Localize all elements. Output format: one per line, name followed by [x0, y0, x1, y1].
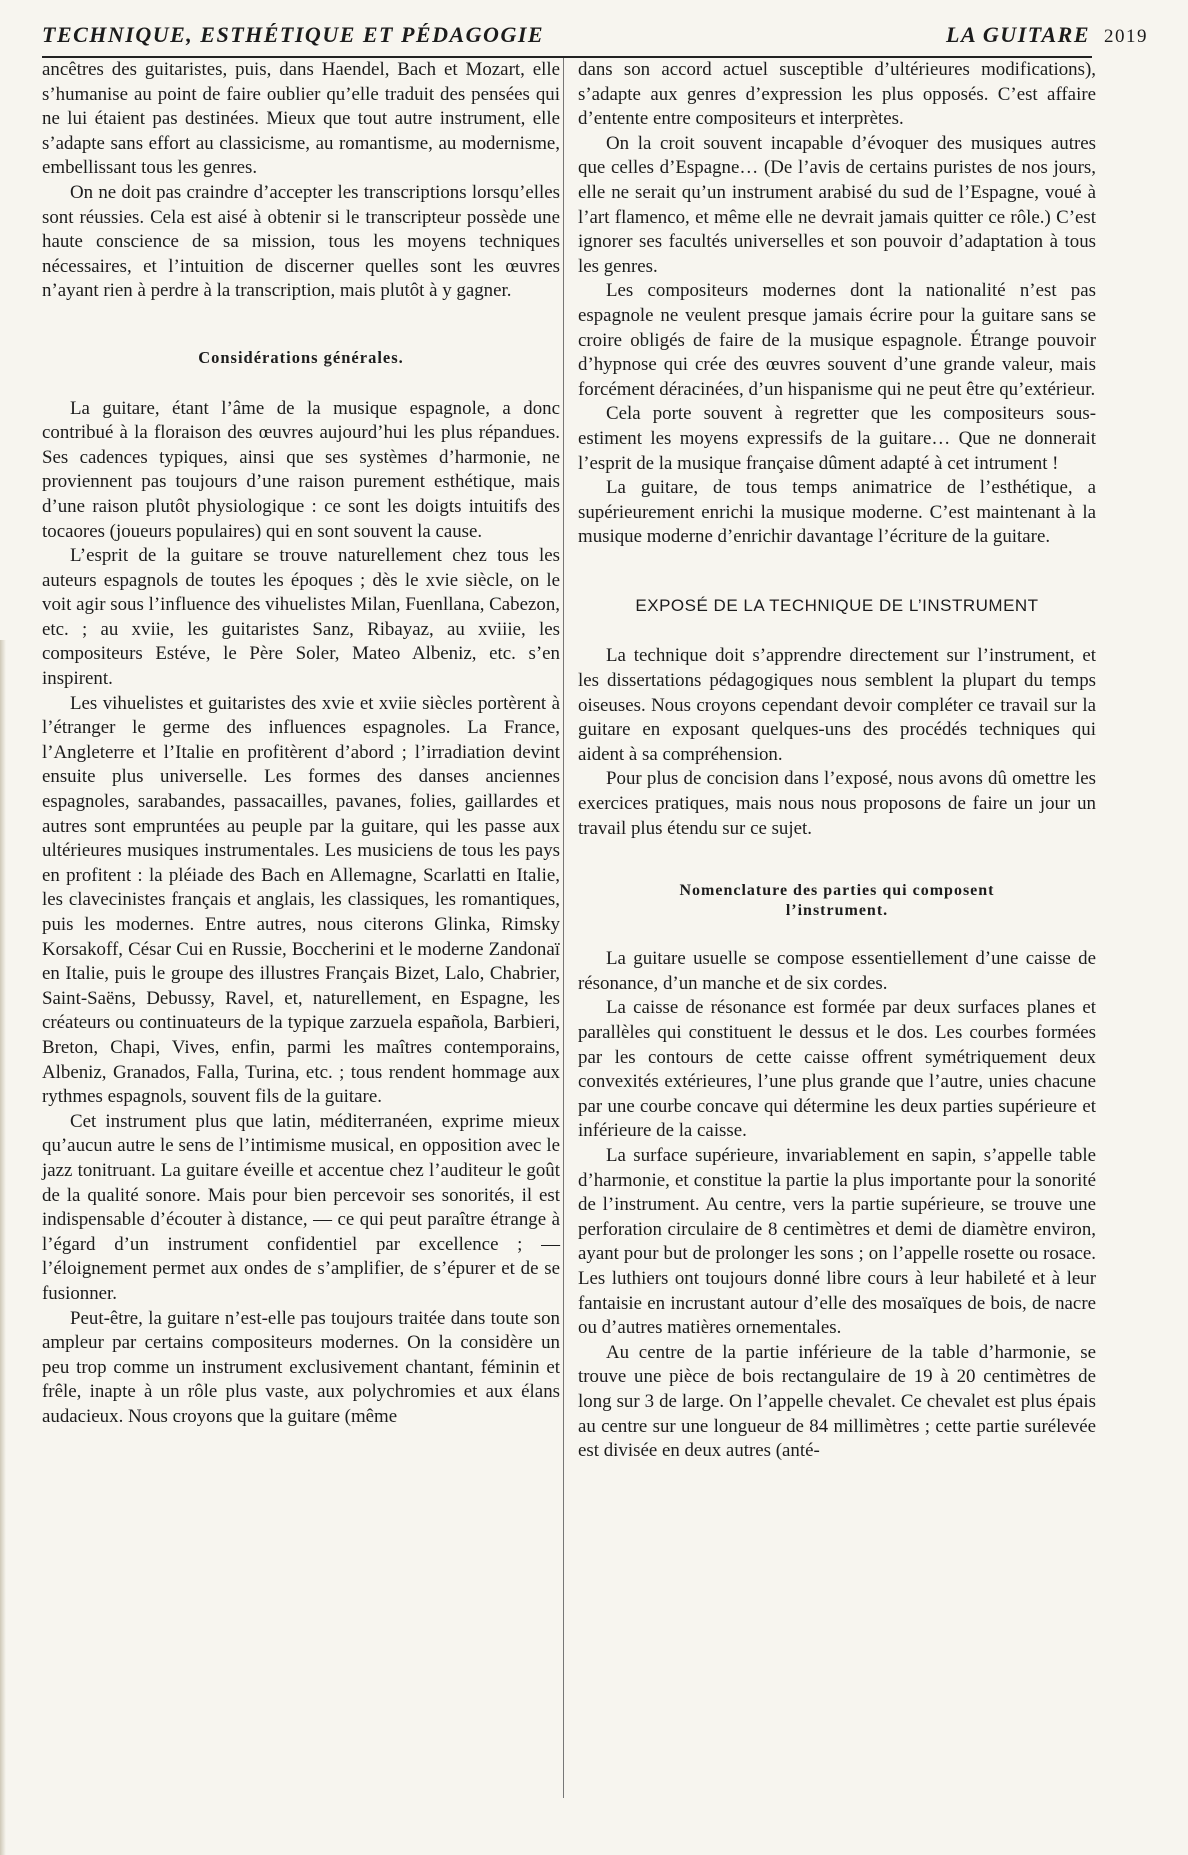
section-heading: Considérations générales.: [198, 347, 404, 367]
paragraph: ancêtres des guitaristes, puis, dans Haendel, Bach et Mozart, elle s’humanise au point de faire oublier qu’elle traduit des pensées qui ne lui étaient pas destinées. Mieux que tout autre instrument, elle s’adapte sans effort au classicisme, au romantisme, au modernisme, embellissant tous les genres.: [42, 59, 560, 179]
paragraph: L’esprit de la guitare se trouve naturellement chez tous les auteurs espagnols de toutes les époques ; dès le xvie siècle, on le voit agir sous l’influence des vihuelistes Milan, Fuenllana, Cabezon, etc. ; au xviie, les guitaristes Sanz, Ribayaz, au xviiie, les compositeurs Estéve, le Père Soler, Mateo Albeniz, etc. s’en inspirent.: [42, 545, 560, 690]
subsection-heading-line-2: l’instrument.: [785, 902, 889, 920]
right-column: [578, 58, 1096, 1464]
paragraph: La surface supérieure, invariablement en sapin, s’appelle table d’harmonie, et constitue la partie la plus importante pour la sonorité de l’instrument. Au centre, vers la partie supérieure, se trouve une perforation circulaire de 8 centimètres et demi de diamètre environ, ayant pour but de prolonger les sons ; on l’appelle rosette ou rosace. Les luthiers ont toujours donné libre cours à leur habileté et à leur fantaisie en incrustant autour d’elle des mosaïques de bois, de nacre ou d’autres matières ornementales.: [578, 1144, 1096, 1339]
paragraph: La technique doit s’apprendre directement sur l’instrument, et les dissertations pédagogiques nous semblent la plupart du temps oiseuses. Nous croyons cependant devoir compléter ce travail sur la guitare en exposant quelques-uns des procédés techniques qui aident à sa compréhension.: [578, 645, 1096, 765]
header-journal-name: LA GUITARE: [946, 22, 1090, 47]
chapter-heading: EXPOSÉ DE LA TECHNIQUE DE L’INSTRUMENT: [635, 595, 1039, 615]
paragraph: La guitare, de tous temps animatrice de l’esthétique, a supérieurement enrichi la musique moderne. C’est maintenant à la musique moderne d’enrichir davantage l’écriture de la guitare.: [578, 477, 1096, 548]
paragraph: On la croit souvent incapable d’évoquer des musiques autres que celles d’Espagne… (De l’avis de certains puristes de nos jours, elle ne serait qu’un instrument arabisé du sud de l’Espagne, voué à l’art flamenco, et même elle ne devrait jamais quitter ce rôle.) C’est ignorer ses facultés universelles et son pouvoir d’adaptation à tous les genres.: [578, 132, 1096, 277]
paragraph: Au centre de la partie inférieure de la table d’harmonie, se trouve une pièce de bois rectangulaire de 19 à 20 centimètres de long sur 3 de large. On l’appelle chevalet. Ce chevalet est plus épais au centre sur une longueur de 84 millimètres ; cette partie surélevée est divisée en deux autres (anté-: [578, 1341, 1096, 1462]
running-header: [42, 22, 1148, 58]
page-number: 2019: [1104, 26, 1148, 47]
paragraph: Peut-être, la guitare n’est-elle pas toujours traitée dans toute son ampleur par certains compositeurs modernes. On la considère un peu trop comme un instrument exclusivement chantant, féminin et frêle, inapte à un rôle plus vaste, aux polychromies et aux élans audacieux. Nous croyons que la guitare (même: [42, 1307, 560, 1427]
column-divider: [563, 58, 564, 1798]
subsection-heading-line-1: Nomenclature des parties qui composent: [679, 882, 995, 900]
page-edge-shadow: [0, 640, 6, 1855]
paragraph: Pour plus de concision dans l’exposé, nous avons dû omettre les exercices pratiques, mais nous nous proposons de faire un jour un travail plus étendu sur ce sujet.: [578, 768, 1096, 839]
header-left-title: TECHNIQUE, ESTHÉTIQUE ET PÉDAGOGIE: [42, 22, 545, 47]
paragraph: Cet instrument plus que latin, méditerranéen, exprime mieux qu’aucun autre le sens de l’intimisme musical, en opposition avec le jazz tonitruant. La guitare éveille et accentue chez l’auditeur le goût de la qualité sonore. Mais pour bien percevoir ses sonorités, il est indispensable d’écouter à distance, — ce qui peut paraître étrange à l’égard d’un instrument confidentiel par excellence ; — l’éloignement permet aux ondes de s’amplifier, de s’épurer et de se fusionner.: [42, 1110, 560, 1304]
paragraph: La guitare usuelle se compose essentiellement d’une caisse de résonance, d’un manche et de six cordes.: [578, 948, 1096, 994]
paragraph: La caisse de résonance est formée par deux surfaces planes et parallèles qui constituent le dessus et le dos. Les courbes formées par les contours de cette caisse offrent symétriquement deux convexités extérieures, l’une plus grande que l’autre, unies chacune par une courbe concave qui détermine les deux parties supérieure et inférieure de la caisse.: [578, 997, 1096, 1142]
subsection-heading: [578, 881, 1096, 921]
paragraph: La guitare, étant l’âme de la musique espagnole, a donc contribué à la floraison des œuvres aujourd’hui les plus répandues. Ses cadences typiques, ainsi que ses systèmes d’harmonie, ne proviennent pas toujours d’une raison purement esthétique, mais d’une raison plutôt physiologique : ce sont les doigts intuitifs des tocaores (joueurs populaires) qui en sont souvent la cause.: [42, 397, 560, 542]
left-column: [42, 58, 560, 1429]
paragraph: Les compositeurs modernes dont la nationalité n’est pas espagnole ne veulent presque jamais écrire pour la guitare sans se croire obligés de faire de la musique espagnole. Étrange pouvoir d’hypnose qui crée des œuvres souvent d’une grande valeur, mais forcément déracinées, d’un hispanisme qui ne peut être qu’extérieur.: [578, 280, 1096, 400]
paragraph: Cela porte souvent à regretter que les compositeurs sous-estiment les moyens expressifs de la guitare… Que ne donnerait l’esprit de la musique française dûment adapté à cet intrument !: [578, 403, 1096, 474]
paragraph: dans son accord actuel susceptible d’ultérieures modifications), s’adapte aux genres d’expression les plus opposés. C’est affaire d’entente entre compositeurs et interprètes.: [578, 59, 1096, 130]
header-right-title: [946, 22, 1148, 48]
paragraph: On ne doit pas craindre d’accepter les transcriptions lorsqu’elles sont réussies. Cela est aisé à obtenir si le transcripteur possède une haute conscience de sa mission, tous les moyens techniques nécessaires, et l’intuition de discerner quelles sont les œuvres n’ayant rien à perdre à la transcription, mais plutôt à y gagner.: [42, 181, 560, 302]
paragraph: Les vihuelistes et guitaristes des xvie et xviie siècles portèrent à l’étranger le germe des influences espagnoles. La France, l’Angleterre et l’Italie en profitèrent d’abord ; l’irradiation devint ensuite plus universelle. Les formes des danses anciennes espagnoles, sarabandes, passacailles, pavanes, folies, gaillardes et autres sont empruntées au peuple par la guitare, qui les passe aux ultérieures musiques instrumentales. Les musiciens de tous les pays en profitent : la pléiade des Bach en Allemagne, Scarlatti en Italie, les clavecinistes français et anglais, les classiques, les romantiques, puis les modernes. Entre autres, nous citerons Glinka, Rimsky Korsakoff, César Cui en Russie, Boccherini et le moderne Zandonaï en Italie, puis le groupe des illustres Français Bizet, Lalo, Chabrier, Saint-Saëns, Debussy, Ravel, et, naturellement, en Espagne, les créateurs ou continuateurs de la typique zarzuela española, Barbieri, Breton, Chapi, Vives, enfin, parmi les maîtres contemporains, Albeniz, Granados, Falla, Turina, etc. ; tous rendent hommage aux rythmes espagnols, souvent fils de la guitare.: [42, 692, 560, 1108]
